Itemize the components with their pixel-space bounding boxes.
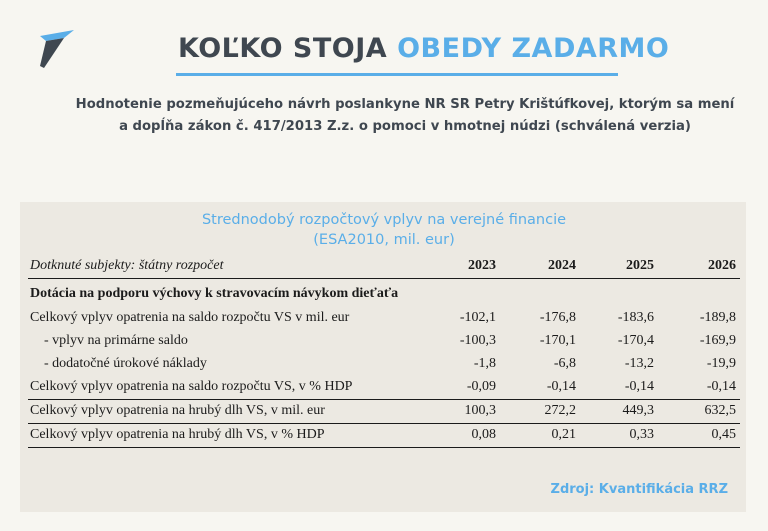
table-header-row (28, 255, 740, 279)
cell-value: 0,45 (711, 427, 736, 442)
row-label: - vplyv na primárne saldo (44, 333, 188, 348)
table-row (28, 400, 740, 424)
subtitle-line-2: a dopĺňa zákon č. 417/2013 Z.z. o pomoci v hmotnej núdzi (schválená verzia) (119, 119, 691, 134)
cell-value: 272,2 (544, 403, 576, 418)
cell-value: -170,1 (539, 333, 576, 348)
table-row (28, 353, 740, 376)
cell-value: -0,14 (546, 379, 576, 394)
cell-value: -19,9 (706, 356, 736, 371)
cell-value: -13,2 (624, 356, 654, 371)
row-label: Celkový vplyv opatrenia na hrubý dlh VS, v % HDP (30, 427, 325, 442)
year-header: 2026 (708, 258, 736, 273)
row-label: - dodatočné úrokové náklady (44, 356, 207, 371)
page-title (178, 33, 669, 64)
table-title (0, 210, 768, 250)
year-header: 2024 (548, 258, 576, 273)
cell-value: -0,14 (624, 379, 654, 394)
table-row (28, 424, 740, 448)
cell-value: -100,3 (459, 333, 496, 348)
row-label: Celkový vplyv opatrenia na saldo rozpočtu VS, v % HDP (30, 379, 353, 394)
cell-value: 0,33 (629, 427, 654, 442)
header-label: Dotknuté subjekty: štátny rozpočet (30, 258, 224, 273)
table-title-line-2: (ESA2010, mil. eur) (313, 232, 455, 248)
row-label: Celkový vplyv opatrenia na saldo rozpočtu VS v mil. eur (30, 310, 350, 325)
section-label: Dotácia na podporu výchovy k stravovacím návykom dieťaťa (30, 286, 399, 301)
cell-value: -6,8 (553, 356, 576, 371)
cell-value: -0,14 (706, 379, 736, 394)
row-label: Celkový vplyv opatrenia na hrubý dlh VS, v mil. eur (30, 403, 325, 418)
cell-value: -102,1 (459, 310, 496, 325)
cell-value: -169,9 (699, 333, 736, 348)
year-header: 2025 (626, 258, 654, 273)
section-row (28, 279, 740, 307)
source-note: Zdroj: Kvantifikácia RRZ (550, 482, 728, 497)
cell-value: -183,6 (617, 310, 654, 325)
cell-value: -1,8 (473, 356, 496, 371)
table-row (28, 376, 740, 400)
title-underline (176, 73, 618, 76)
cell-value: 449,3 (622, 403, 654, 418)
rrz-logo (34, 26, 80, 72)
year-header: 2023 (468, 258, 496, 273)
subtitle (60, 94, 750, 138)
impact-table (28, 255, 740, 448)
cell-value: 100,3 (464, 403, 496, 418)
table-row (28, 330, 740, 353)
cell-value: 632,5 (704, 403, 736, 418)
title-part1: KOĽKO STOJA (178, 33, 388, 64)
table-title-line-1: Strednodobý rozpočtový vplyv na verejné financie (201, 212, 567, 228)
cell-value: 0,21 (551, 427, 576, 442)
subtitle-line-1: Hodnotenie pozmeňujúceho návrh poslankyne NR SR Petry Krištúfkovej, ktorým sa mení (75, 97, 735, 112)
cell-value: -170,4 (617, 333, 654, 348)
cell-value: -189,8 (699, 310, 736, 325)
cell-value: -176,8 (539, 310, 576, 325)
cell-value: -0,09 (466, 379, 496, 394)
title-part2: OBEDY ZADARMO (397, 33, 670, 64)
table-row (28, 307, 740, 330)
cell-value: 0,08 (471, 427, 496, 442)
